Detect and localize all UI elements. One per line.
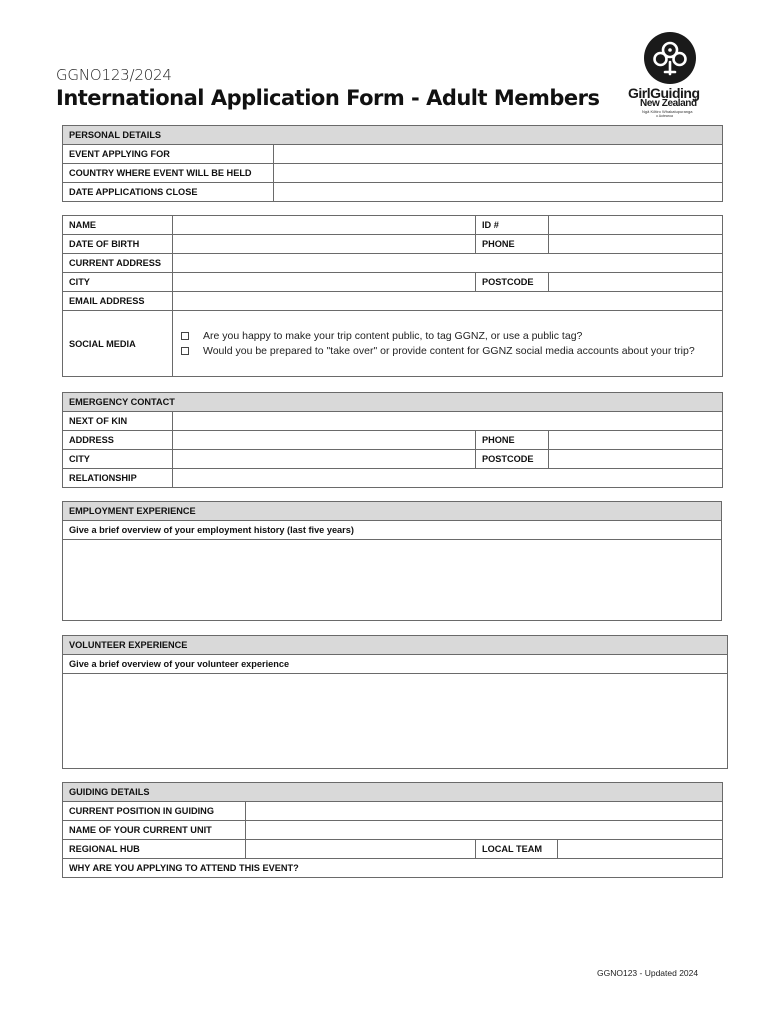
field-label: ID # (476, 216, 549, 235)
field-label: DATE APPLICATIONS CLOSE (63, 183, 274, 202)
team-field[interactable] (558, 840, 723, 859)
employment-field[interactable] (63, 540, 722, 621)
social-media-options (173, 311, 723, 377)
personal-details-table (62, 125, 723, 202)
field-label: POSTCODE (476, 273, 549, 292)
form-code: GGNO123/2024 (56, 66, 172, 84)
city-field[interactable] (173, 273, 476, 292)
field-label: CURRENT ADDRESS (63, 254, 173, 273)
field-label: Give a brief overview of your volunteer experience (63, 655, 728, 674)
field-label: NAME OF YOUR CURRENT UNIT (63, 821, 246, 840)
dob-field[interactable] (173, 235, 476, 254)
guiding-details-table (62, 782, 723, 878)
name-field[interactable] (173, 216, 476, 235)
trefoil-icon (644, 32, 696, 84)
country-field[interactable] (274, 164, 723, 183)
emergency-contact-table (62, 392, 723, 488)
option-text: Would you be prepared to "take over" or provide content for GGNZ social media accounts about your trip? (203, 344, 695, 357)
volunteer-table (62, 635, 728, 769)
emergency-phone-field[interactable] (549, 431, 723, 450)
phone-field[interactable] (549, 235, 723, 254)
why-field[interactable]: WHY ARE YOU APPLYING TO ATTEND THIS EVENT? (63, 859, 723, 878)
field-label: POSTCODE (476, 450, 549, 469)
unit-field[interactable] (246, 821, 723, 840)
date-close-field[interactable] (274, 183, 723, 202)
field-label: EMAIL ADDRESS (63, 292, 173, 311)
section-heading: EMERGENCY CONTACT (63, 393, 723, 412)
position-field[interactable] (246, 802, 723, 821)
checkbox[interactable] (181, 332, 189, 340)
field-label: Give a brief overview of your employment history (last five years) (63, 521, 722, 540)
section-heading: EMPLOYMENT EXPERIENCE (63, 502, 722, 521)
field-label: NEXT OF KIN (63, 412, 173, 431)
applicant-table (62, 215, 723, 377)
footer-text: GGNO123 - Updated 2024 (597, 968, 699, 978)
field-label: NAME (63, 216, 173, 235)
field-label: CURRENT POSITION IN GUIDING (63, 802, 246, 821)
field-label: ADDRESS (63, 431, 173, 450)
girlguiding-logo (620, 32, 724, 118)
address-field[interactable] (173, 254, 723, 273)
id-field[interactable] (549, 216, 723, 235)
emergency-postcode-field[interactable] (549, 450, 723, 469)
field-label: EVENT APPLYING FOR (63, 145, 274, 164)
section-heading: PERSONAL DETAILS (63, 126, 723, 145)
postcode-field[interactable] (549, 273, 723, 292)
field-label: PHONE (476, 235, 549, 254)
emergency-city-field[interactable] (173, 450, 476, 469)
email-field[interactable] (173, 292, 723, 311)
logo-tagline: Ngā Kōtiro Whakatupuranga (642, 109, 693, 114)
logo-subtitle: New Zealand (640, 98, 697, 109)
field-label: DATE OF BIRTH (63, 235, 173, 254)
emergency-address-field[interactable] (173, 431, 476, 450)
social-option-2 (203, 344, 716, 359)
field-label: CITY (63, 273, 173, 292)
checkbox[interactable] (181, 347, 189, 355)
field-label: CITY (63, 450, 173, 469)
social-option-1 (203, 329, 716, 344)
field-label: COUNTRY WHERE EVENT WILL BE HELD (63, 164, 274, 183)
section-heading: VOLUNTEER EXPERIENCE (63, 636, 728, 655)
employment-table (62, 501, 722, 621)
field-label: RELATIONSHIP (63, 469, 173, 488)
logo-wordmark: GirlGuiding (628, 85, 700, 101)
event-field[interactable] (274, 145, 723, 164)
page-title: International Application Form - Adult Members (56, 86, 600, 110)
volunteer-field[interactable] (63, 674, 728, 769)
section-heading: GUIDING DETAILS (63, 783, 723, 802)
relationship-field[interactable] (173, 469, 723, 488)
field-label: LOCAL TEAM (476, 840, 558, 859)
field-label: SOCIAL MEDIA (63, 311, 173, 377)
kin-field[interactable] (173, 412, 723, 431)
option-text: Are you happy to make your trip content public, to tag GGNZ, or use a public tag? (203, 329, 583, 342)
logo-tagline-2: o Aotearoa (656, 114, 673, 118)
field-label: PHONE (476, 431, 549, 450)
hub-field[interactable] (246, 840, 476, 859)
field-label: REGIONAL HUB (63, 840, 246, 859)
